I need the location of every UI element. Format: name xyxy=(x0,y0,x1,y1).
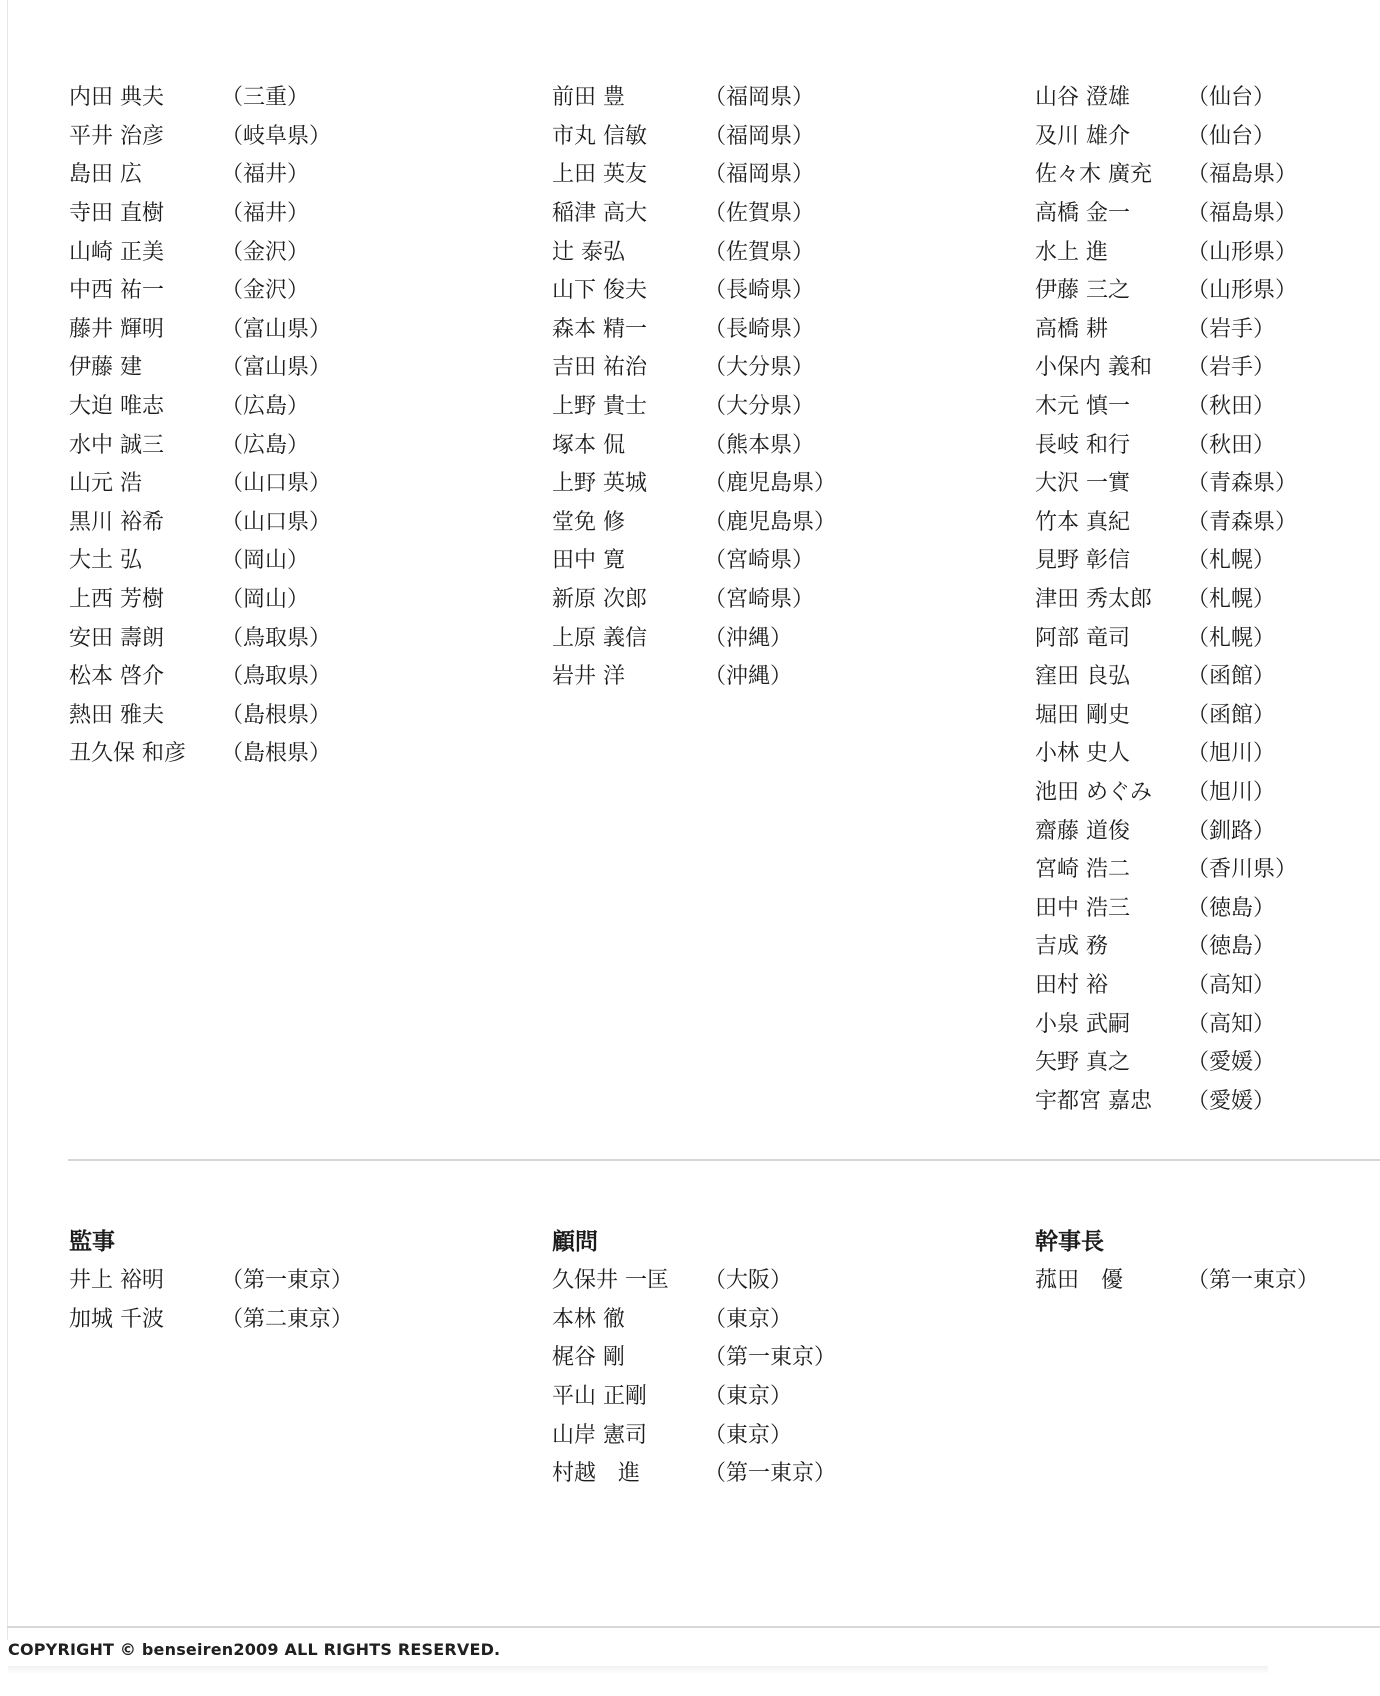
member-name: 及川 雄介 xyxy=(1035,123,1130,149)
member-region: （函館） xyxy=(1187,702,1276,728)
list-item xyxy=(552,504,992,543)
member-region: （福井） xyxy=(221,162,310,188)
member-name: 宮崎 浩二 xyxy=(1035,857,1130,883)
member-region: （山口県） xyxy=(221,509,332,535)
member-region: （旭川） xyxy=(1187,741,1276,767)
list-item xyxy=(1035,1262,1380,1301)
footer-divider xyxy=(7,1626,1380,1628)
member-region: （釧路） xyxy=(1187,818,1276,844)
member-name: 大土 弘 xyxy=(69,548,142,574)
member-region: （仙台） xyxy=(1187,123,1276,149)
list-item xyxy=(552,195,992,234)
member-name: 堂免 修 xyxy=(552,509,625,535)
member-region: （第二東京） xyxy=(221,1306,354,1332)
member-region: （大分県） xyxy=(704,394,815,420)
member-name: 山谷 澄雄 xyxy=(1035,85,1130,111)
list-item xyxy=(69,542,509,581)
list-item xyxy=(1035,619,1380,658)
member-name: 熱田 雅夫 xyxy=(69,702,164,728)
list-item xyxy=(1035,1005,1380,1044)
member-name: 田中 寛 xyxy=(552,548,625,574)
member-region: （福岡県） xyxy=(704,85,815,111)
member-region: （鳥取県） xyxy=(221,625,332,651)
member-region: （鹿児島県） xyxy=(704,509,837,535)
list-item xyxy=(69,504,509,543)
list-item xyxy=(552,658,992,697)
member-region: （岐阜県） xyxy=(221,123,332,149)
list-item xyxy=(552,426,992,465)
member-region: （徳島） xyxy=(1187,895,1276,921)
member-region: （愛媛） xyxy=(1187,1088,1276,1114)
member-name: 藤井 輝明 xyxy=(69,316,164,342)
member-name: 辻 泰弘 xyxy=(552,239,625,265)
member-region: （青森県） xyxy=(1187,509,1298,535)
list-item xyxy=(1035,542,1380,581)
list-item xyxy=(1035,79,1380,118)
list-item xyxy=(69,233,509,272)
auditors-list xyxy=(69,1262,509,1339)
list-item xyxy=(1035,426,1380,465)
member-region: （福岡県） xyxy=(704,162,815,188)
list-item xyxy=(1035,233,1380,272)
member-name: 島田 広 xyxy=(69,162,142,188)
member-region: （愛媛） xyxy=(1187,1050,1276,1076)
list-item xyxy=(1035,195,1380,234)
list-item xyxy=(1035,1044,1380,1083)
member-name: 吉田 祐治 xyxy=(552,355,647,381)
auditors-section xyxy=(69,1222,509,1339)
member-name: 佐々木 廣充 xyxy=(1035,162,1152,188)
member-name: 高橋 金一 xyxy=(1035,201,1130,227)
member-region: （佐賀県） xyxy=(704,201,815,227)
member-region: （山形県） xyxy=(1187,239,1298,265)
list-item xyxy=(1035,889,1380,928)
members-column-3 xyxy=(1035,79,1380,1121)
list-item xyxy=(1035,581,1380,620)
member-region: （第一東京） xyxy=(1187,1268,1320,1294)
member-region: （高知） xyxy=(1187,1011,1276,1037)
member-region: （沖縄） xyxy=(704,625,793,651)
member-region: （札幌） xyxy=(1187,625,1276,651)
list-item xyxy=(552,156,992,195)
list-item xyxy=(552,388,992,427)
member-name: 丑久保 和彦 xyxy=(69,741,186,767)
list-item xyxy=(69,1262,509,1301)
member-name: 伊藤 三之 xyxy=(1035,278,1130,304)
member-name: 内田 典夫 xyxy=(69,85,164,111)
member-region: （岡山） xyxy=(221,548,310,574)
list-item xyxy=(552,79,992,118)
member-name: 矢野 真之 xyxy=(1035,1050,1130,1076)
list-item xyxy=(1035,851,1380,890)
list-item xyxy=(552,1378,992,1417)
member-region: （山口県） xyxy=(221,471,332,497)
member-region: （長崎県） xyxy=(704,316,815,342)
member-name: 寺田 直樹 xyxy=(69,201,164,227)
member-name: 安田 壽朗 xyxy=(69,625,164,651)
list-item xyxy=(1035,697,1380,736)
member-name: 木元 慎一 xyxy=(1035,394,1130,420)
member-name: 水上 進 xyxy=(1035,239,1108,265)
member-name: 竹本 真紀 xyxy=(1035,509,1130,535)
member-name: 小林 史人 xyxy=(1035,741,1130,767)
list-item xyxy=(552,465,992,504)
list-item xyxy=(69,349,509,388)
member-region: （鹿児島県） xyxy=(704,471,837,497)
member-region: （函館） xyxy=(1187,664,1276,690)
member-region: （福井） xyxy=(221,201,310,227)
list-item xyxy=(1035,928,1380,967)
member-name: 松本 啓介 xyxy=(69,664,164,690)
member-name: 前田 豊 xyxy=(552,85,625,111)
list-item xyxy=(1035,1082,1380,1121)
member-region: （秋田） xyxy=(1187,394,1276,420)
member-name: 久保井 一匡 xyxy=(552,1268,669,1294)
list-item xyxy=(69,195,509,234)
member-name: 堀田 剛史 xyxy=(1035,702,1130,728)
member-region: （岡山） xyxy=(221,587,310,613)
member-region: （島根県） xyxy=(221,702,332,728)
advisors-list xyxy=(552,1262,992,1494)
member-name: 平井 治彦 xyxy=(69,123,164,149)
list-item xyxy=(1035,967,1380,1006)
member-name: 田村 裕 xyxy=(1035,972,1108,998)
list-item xyxy=(1035,658,1380,697)
member-name: 大沢 一實 xyxy=(1035,471,1130,497)
list-item xyxy=(69,581,509,620)
list-item xyxy=(1035,465,1380,504)
list-item xyxy=(69,619,509,658)
member-name: 上野 貴士 xyxy=(552,394,647,420)
member-region: （鳥取県） xyxy=(221,664,332,690)
member-name: 平山 正剛 xyxy=(552,1384,647,1410)
member-region: （東京） xyxy=(704,1306,793,1332)
member-name: 見野 彰信 xyxy=(1035,548,1130,574)
member-region: （沖縄） xyxy=(704,664,793,690)
member-region: （東京） xyxy=(704,1422,793,1448)
auditors-heading: 監事 xyxy=(69,1229,115,1255)
member-region: （金沢） xyxy=(221,278,310,304)
list-item xyxy=(552,233,992,272)
list-item xyxy=(552,1416,992,1455)
member-region: （第一東京） xyxy=(704,1461,837,1487)
member-region: （宮崎県） xyxy=(704,548,815,574)
member-region: （富山県） xyxy=(221,355,332,381)
member-name: 山元 浩 xyxy=(69,471,142,497)
member-name: 長岐 和行 xyxy=(1035,432,1130,458)
member-name: 吉成 務 xyxy=(1035,934,1108,960)
member-name: 小泉 武嗣 xyxy=(1035,1011,1130,1037)
member-name: 阿部 竜司 xyxy=(1035,625,1130,651)
list-item xyxy=(552,272,992,311)
member-region: （第一東京） xyxy=(704,1345,837,1371)
list-item xyxy=(552,1301,992,1340)
list-item xyxy=(552,1262,992,1301)
member-region: （宮崎県） xyxy=(704,587,815,613)
page-left-border xyxy=(7,0,8,1640)
member-region: （富山県） xyxy=(221,316,332,342)
list-item xyxy=(69,465,509,504)
list-item xyxy=(1035,311,1380,350)
member-name: 小保内 義和 xyxy=(1035,355,1152,381)
member-region: （香川県） xyxy=(1187,857,1298,883)
list-item xyxy=(552,311,992,350)
list-item xyxy=(1035,812,1380,851)
member-region: （旭川） xyxy=(1187,779,1276,805)
member-name: 村越 進 xyxy=(552,1461,641,1487)
member-name: 窪田 良弘 xyxy=(1035,664,1130,690)
list-item xyxy=(69,1301,509,1340)
member-region: （福島県） xyxy=(1187,162,1298,188)
member-region: （徳島） xyxy=(1187,934,1276,960)
member-name: 井上 裕明 xyxy=(69,1268,164,1294)
member-region: （大阪） xyxy=(704,1268,793,1294)
member-region: （札幌） xyxy=(1187,587,1276,613)
member-region: （広島） xyxy=(221,432,310,458)
list-item xyxy=(69,118,509,157)
member-region: （長崎県） xyxy=(704,278,815,304)
member-region: （福岡県） xyxy=(704,123,815,149)
list-item xyxy=(69,735,509,774)
member-name: 高橋 耕 xyxy=(1035,316,1108,342)
member-region: （福島県） xyxy=(1187,201,1298,227)
member-name: 大迫 唯志 xyxy=(69,394,164,420)
member-region: （東京） xyxy=(704,1384,793,1410)
member-name: 池田 めぐみ xyxy=(1035,779,1152,805)
list-item xyxy=(1035,388,1380,427)
member-name: 上田 英友 xyxy=(552,162,647,188)
member-name: 宇都宮 嘉忠 xyxy=(1035,1088,1152,1114)
member-name: 山岸 憲司 xyxy=(552,1422,647,1448)
list-item xyxy=(552,349,992,388)
member-name: 上西 芳樹 xyxy=(69,587,164,613)
member-name: 稲津 高大 xyxy=(552,201,647,227)
list-item xyxy=(69,697,509,736)
member-region: （島根県） xyxy=(221,741,332,767)
member-region: （札幌） xyxy=(1187,548,1276,574)
list-item xyxy=(552,118,992,157)
members-column-2 xyxy=(552,79,992,697)
list-item xyxy=(1035,118,1380,157)
list-item xyxy=(552,542,992,581)
member-name: 岩井 洋 xyxy=(552,664,625,690)
member-name: 田中 浩三 xyxy=(1035,895,1130,921)
list-item xyxy=(69,156,509,195)
member-name: 伊藤 建 xyxy=(69,355,142,381)
secretary-general-list xyxy=(1035,1262,1380,1301)
secretary-general-section xyxy=(1035,1222,1380,1301)
member-region: （秋田） xyxy=(1187,432,1276,458)
member-name: 上原 義信 xyxy=(552,625,647,651)
member-region: （岩手） xyxy=(1187,355,1276,381)
member-region: （仙台） xyxy=(1187,85,1276,111)
member-name: 中西 祐一 xyxy=(69,278,164,304)
list-item xyxy=(1035,735,1380,774)
member-region: （三重） xyxy=(221,85,310,111)
section-divider xyxy=(68,1159,1380,1161)
member-region: （熊本県） xyxy=(704,432,815,458)
copyright-text: COPYRIGHT © benseiren2009 ALL RIGHTS RESERVED. xyxy=(8,1640,501,1659)
advisors-section xyxy=(552,1222,992,1494)
member-name: 市丸 信敏 xyxy=(552,123,647,149)
list-item xyxy=(1035,349,1380,388)
member-region: （高知） xyxy=(1187,972,1276,998)
member-region: （金沢） xyxy=(221,239,310,265)
list-item xyxy=(69,272,509,311)
list-item xyxy=(1035,504,1380,543)
member-name: 加城 千波 xyxy=(69,1306,164,1332)
advisors-heading: 顧問 xyxy=(552,1229,598,1255)
member-name: 森本 精一 xyxy=(552,316,647,342)
footer-shadow xyxy=(8,1666,1268,1674)
list-item xyxy=(69,388,509,427)
list-item xyxy=(1035,774,1380,813)
member-region: （大分県） xyxy=(704,355,815,381)
member-name: 菰田 優 xyxy=(1035,1268,1124,1294)
list-item xyxy=(69,426,509,465)
list-item xyxy=(1035,156,1380,195)
member-region: （岩手） xyxy=(1187,316,1276,342)
member-region: （山形県） xyxy=(1187,278,1298,304)
list-item xyxy=(552,1339,992,1378)
member-region: （第一東京） xyxy=(221,1268,354,1294)
member-region: （青森県） xyxy=(1187,471,1298,497)
list-item xyxy=(69,79,509,118)
member-name: 津田 秀太郎 xyxy=(1035,587,1152,613)
member-name: 塚本 侃 xyxy=(552,432,625,458)
members-column-1 xyxy=(69,79,509,774)
member-name: 山崎 正美 xyxy=(69,239,164,265)
member-name: 齋藤 道俊 xyxy=(1035,818,1130,844)
member-region: （広島） xyxy=(221,394,310,420)
member-name: 山下 俊夫 xyxy=(552,278,647,304)
secretary-general-heading: 幹事長 xyxy=(1035,1229,1104,1255)
list-item xyxy=(552,619,992,658)
member-name: 梶谷 剛 xyxy=(552,1345,625,1371)
member-name: 上野 英城 xyxy=(552,471,647,497)
member-name: 水中 誠三 xyxy=(69,432,164,458)
list-item xyxy=(552,581,992,620)
member-name: 黒川 裕希 xyxy=(69,509,164,535)
list-item xyxy=(69,311,509,350)
member-name: 本林 徹 xyxy=(552,1306,625,1332)
list-item xyxy=(552,1455,992,1494)
member-region: （佐賀県） xyxy=(704,239,815,265)
list-item xyxy=(69,658,509,697)
member-name: 新原 次郎 xyxy=(552,587,647,613)
list-item xyxy=(1035,272,1380,311)
